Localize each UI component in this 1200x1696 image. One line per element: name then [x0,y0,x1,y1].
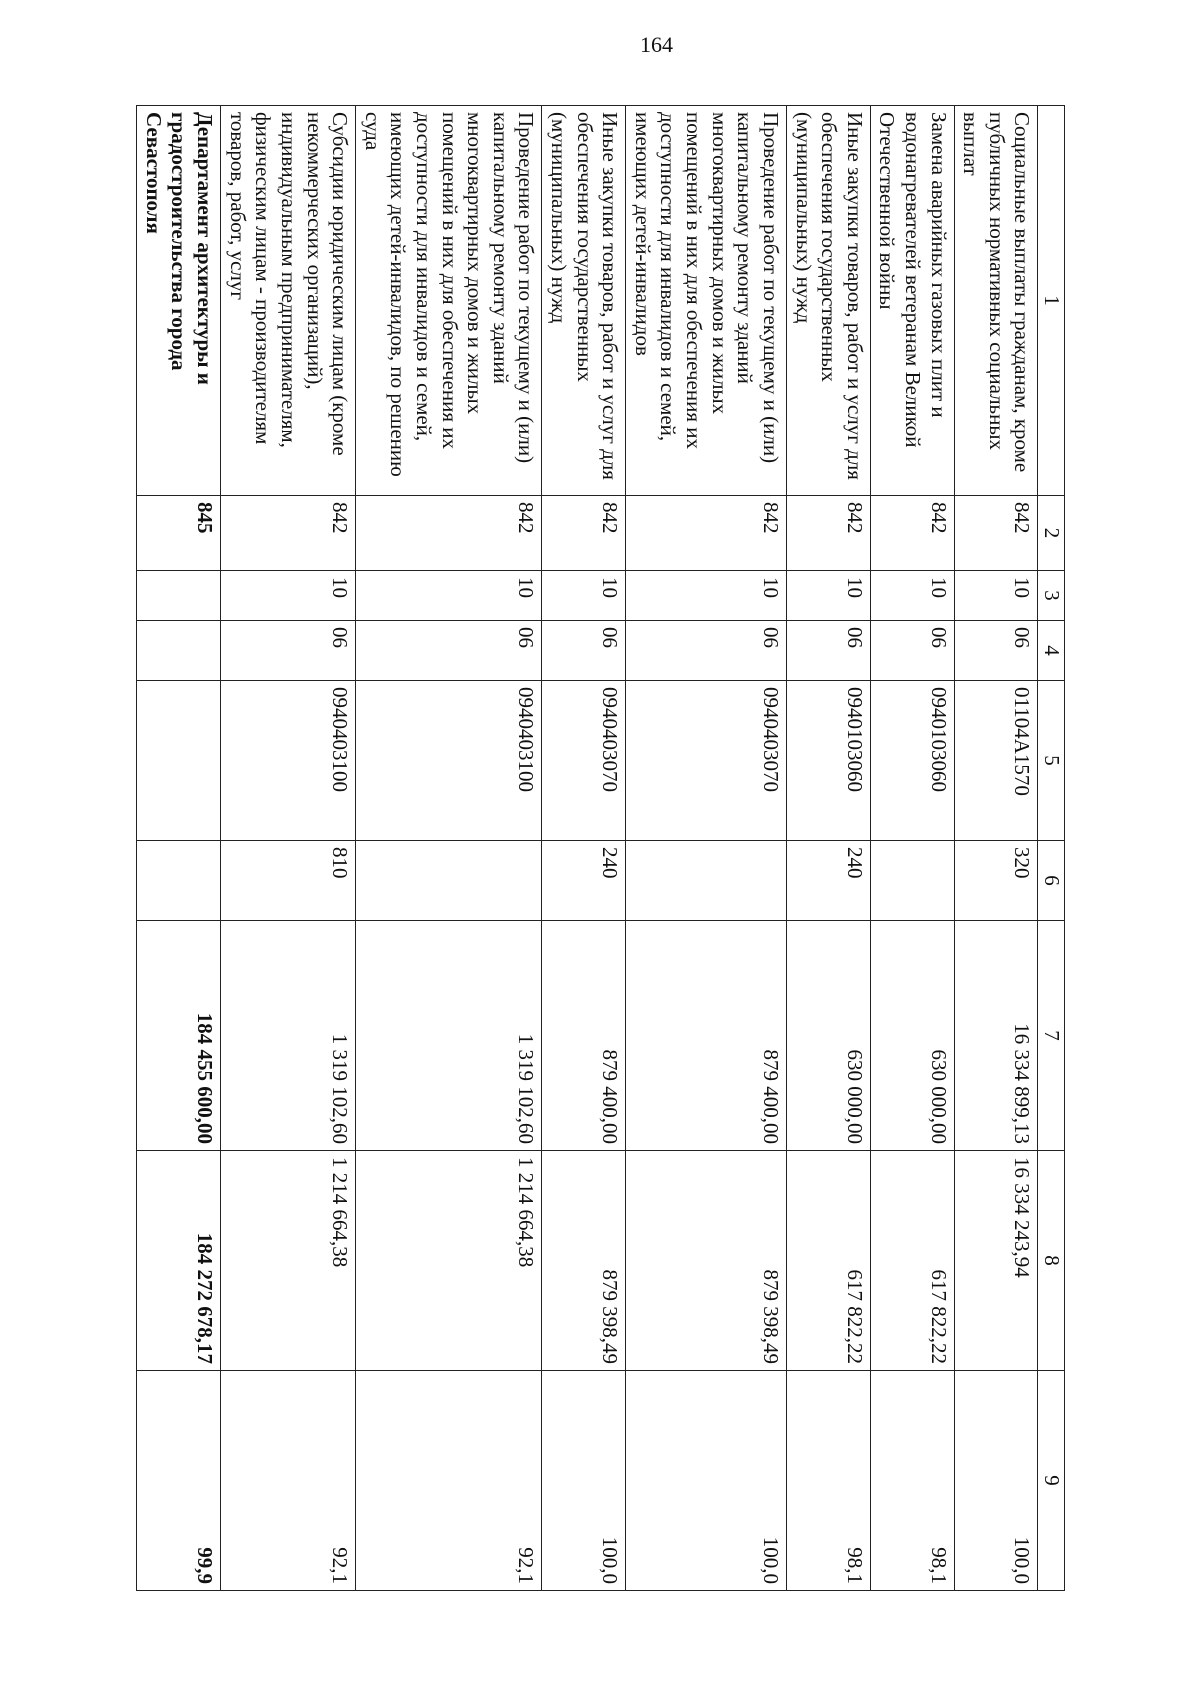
page-number: 164 [640,32,673,57]
row-name: Иные закупки товаров, работ и услуг для обеспечения государственных (муниципальных) нужд [542,106,626,496]
cell-glava: 842 [356,496,542,571]
cell-podrazdel: 06 [221,621,356,681]
cell-razdel: 10 [870,571,954,621]
cell-expense-type [870,841,954,921]
cell-podrazdel [137,621,221,681]
cell-percent: 92,1 [221,1371,356,1591]
cell-planned: 630 000,00 [786,921,870,1151]
cell-glava: 842 [542,496,626,571]
cell-razdel: 10 [786,571,870,621]
cell-executed: 617 822,22 [786,1151,870,1371]
cell-executed: 1 214 664,38 [356,1151,542,1371]
header-col-8: 8 [1038,1151,1065,1371]
cell-razdel: 10 [356,571,542,621]
budget-table-rotated [141,105,1065,1590]
cell-podrazdel: 06 [786,621,870,681]
cell-podrazdel: 06 [626,621,787,681]
cell-razdel: 10 [221,571,356,621]
header-col-4: 4 [1038,621,1065,681]
cell-executed: 879 398,49 [626,1151,787,1371]
cell-expense-type [626,841,787,921]
cell-podrazdel: 06 [870,621,954,681]
row-name: Социальные выплаты гражданам, кроме публичных нормативных социальных выплат [954,106,1038,496]
budget-table [136,105,1065,1591]
cell-planned: 1 319 102,60 [356,921,542,1151]
table-row-total [137,106,221,1591]
header-col-2: 2 [1038,496,1065,571]
cell-target-code: 0940403070 [542,681,626,841]
row-name: Департамент архитектуры и градостроительства города Севастополя [137,106,221,496]
cell-podrazdel: 06 [542,621,626,681]
cell-executed: 184 272 678,17 [137,1151,221,1371]
cell-target-code: 0940103060 [870,681,954,841]
cell-percent: 100,0 [542,1371,626,1591]
cell-target-code: 0940403100 [221,681,356,841]
table-row [626,106,787,1591]
cell-target-code: 0940403100 [356,681,542,841]
cell-podrazdel: 06 [356,621,542,681]
cell-expense-type [356,841,542,921]
cell-expense-type: 240 [786,841,870,921]
cell-planned: 630 000,00 [870,921,954,1151]
header-row [1038,106,1065,1591]
cell-target-code [137,681,221,841]
cell-executed: 1 214 664,38 [221,1151,356,1371]
cell-executed: 16 334 243,94 [954,1151,1038,1371]
table-row [786,106,870,1591]
table-row [221,106,356,1591]
row-name: Иные закупки товаров, работ и услуг для обеспечения государственных (муниципальных) нужд [786,106,870,496]
cell-razdel: 10 [626,571,787,621]
cell-expense-type: 240 [542,841,626,921]
table-row [542,106,626,1591]
cell-percent: 98,1 [786,1371,870,1591]
cell-planned: 879 400,00 [542,921,626,1151]
cell-expense-type [137,841,221,921]
cell-percent: 98,1 [870,1371,954,1591]
header-col-9: 9 [1038,1371,1065,1591]
cell-target-code: 01104А1570 [954,681,1038,841]
row-name: Субсидии юридическим лицам (кроме некоммерческих организаций), индивидуальным предпринимателям, физическим лицам - производителям товаров, работ, услуг [221,106,356,496]
table-row [870,106,954,1591]
cell-glava: 842 [626,496,787,571]
cell-target-code: 0940103060 [786,681,870,841]
cell-razdel: 10 [954,571,1038,621]
cell-glava: 842 [954,496,1038,571]
cell-percent: 99,9 [137,1371,221,1591]
cell-planned: 184 455 600,00 [137,921,221,1151]
cell-glava: 842 [786,496,870,571]
header-col-5: 5 [1038,681,1065,841]
header-col-6: 6 [1038,841,1065,921]
table-row [954,106,1038,1591]
cell-expense-type: 320 [954,841,1038,921]
cell-target-code: 0940403070 [626,681,787,841]
row-name: Проведение работ по текущему и (или) капитальному ремонту зданий многоквартирных домов и жилых помещений в них для обеспечения их доступности для инвалидов и семей, имеющих детей-инвалидов [626,106,787,496]
cell-expense-type: 810 [221,841,356,921]
cell-glava: 842 [870,496,954,571]
table-row [356,106,542,1591]
cell-razdel [137,571,221,621]
header-col-1: 1 [1038,106,1065,496]
row-name: Проведение работ по текущему и (или) капитальному ремонту зданий многоквартирных домов и жилых помещений в них для обеспечения их доступности для инвалидов и семей, имеющих детей-инвалидов, по решению суда [356,106,542,496]
cell-planned: 16 334 899,13 [954,921,1038,1151]
cell-percent: 100,0 [954,1371,1038,1591]
cell-executed: 617 822,22 [870,1151,954,1371]
cell-percent: 92,1 [356,1371,542,1591]
cell-glava: 842 [221,496,356,571]
cell-planned: 879 400,00 [626,921,787,1151]
cell-percent: 100,0 [626,1371,787,1591]
header-col-7: 7 [1038,921,1065,1151]
cell-planned: 1 319 102,60 [221,921,356,1151]
cell-podrazdel: 06 [954,621,1038,681]
cell-razdel: 10 [542,571,626,621]
cell-executed: 879 398,49 [542,1151,626,1371]
header-col-3: 3 [1038,571,1065,621]
row-name: Замена аварийных газовых плит и водонагревателей ветеранам Великой Отечественной войны [870,106,954,496]
cell-glava: 845 [137,496,221,571]
